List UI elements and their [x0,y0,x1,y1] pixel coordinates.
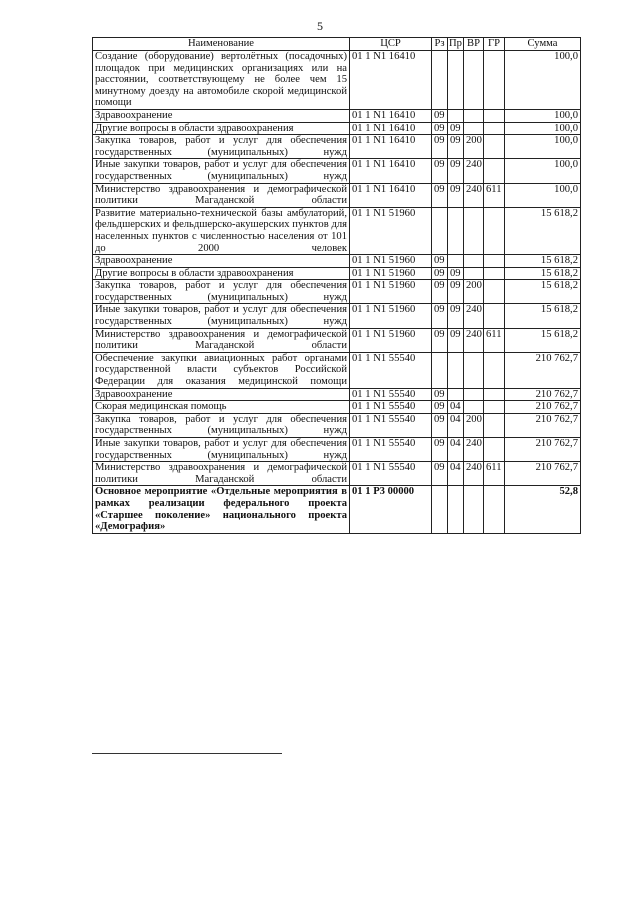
cell-vr: 240 [464,462,484,486]
table-row [93,183,581,207]
cell-vr: 200 [464,413,484,437]
cell-pr: 04 [448,401,464,414]
cell-name: Создание (оборудование) вертолётных (посадочных) площадок при медицинских организациях или на расстоянии, соответствующему не более чем 15 минутному доезду на автомобиле скорой медицинской помощи [93,51,350,110]
cell-csr: 01 1 N1 16410 [350,183,432,207]
table-row [93,462,581,486]
cell-gr: 611 [484,183,505,207]
cell-sum: 210 762,7 [505,388,581,401]
cell-sum: 210 762,7 [505,413,581,437]
cell-name: Здравоохранение [93,255,350,268]
cell-name: Здравоохранение [93,109,350,122]
cell-csr: 01 1 N1 55540 [350,352,432,388]
cell-name: Основное мероприятие «Отдельные мероприятия в рамках реализации федерального проекта «Старшее поколение» национального проекта «Демография» [93,486,350,533]
cell-vr: 240 [464,183,484,207]
cell-rz [432,51,448,110]
cell-vr: 200 [464,280,484,304]
header-vr: ВР [464,38,484,51]
cell-pr [448,486,464,533]
cell-gr: 611 [484,328,505,352]
cell-vr [464,122,484,135]
cell-vr [464,109,484,122]
cell-pr [448,51,464,110]
cell-name: Министерство здравоохранения и демографической политики Магаданской области [93,328,350,352]
cell-rz: 09 [432,388,448,401]
cell-vr [464,486,484,533]
cell-gr [484,413,505,437]
cell-rz [432,352,448,388]
header-sum: Сумма [505,38,581,51]
cell-csr: 01 1 N1 16410 [350,51,432,110]
cell-csr: 01 1 N1 51960 [350,328,432,352]
header-name: Наименование [93,38,350,51]
footnote-separator [92,753,282,754]
cell-rz: 09 [432,280,448,304]
cell-gr [484,486,505,533]
cell-name: Иные закупки товаров, работ и услуг для обеспечения государственных (муниципальных) нужд [93,304,350,328]
cell-rz: 09 [432,122,448,135]
cell-vr [464,352,484,388]
cell-rz: 09 [432,462,448,486]
cell-csr: 01 1 N1 51960 [350,304,432,328]
cell-gr [484,51,505,110]
cell-rz: 09 [432,135,448,159]
table-row [93,304,581,328]
cell-sum: 210 762,7 [505,438,581,462]
table-body [93,51,581,534]
table-row [93,135,581,159]
cell-pr: 04 [448,438,464,462]
cell-name: Иные закупки товаров, работ и услуг для обеспечения государственных (муниципальных) нужд [93,159,350,183]
table-row [93,413,581,437]
cell-gr [484,109,505,122]
cell-gr [484,401,505,414]
table-row [93,438,581,462]
cell-name: Обеспечение закупки авиационных работ органами государственной власти субъектов Российской Федерации для оказания медицинской помощи [93,352,350,388]
cell-name: Иные закупки товаров, работ и услуг для обеспечения государственных (муниципальных) нужд [93,438,350,462]
table-row [93,51,581,110]
cell-vr: 200 [464,135,484,159]
cell-pr [448,255,464,268]
cell-sum: 100,0 [505,159,581,183]
table-row [93,280,581,304]
cell-rz: 09 [432,304,448,328]
cell-vr: 240 [464,304,484,328]
cell-vr: 240 [464,159,484,183]
header-gr: ГР [484,38,505,51]
cell-name: Другие вопросы в области здравоохранения [93,122,350,135]
cell-rz [432,207,448,254]
cell-vr [464,51,484,110]
cell-sum: 15 618,2 [505,267,581,280]
cell-sum: 210 762,7 [505,462,581,486]
cell-name: Закупка товаров, работ и услуг для обеспечения государственных (муниципальных) нужд [93,413,350,437]
cell-csr: 01 1 N1 16410 [350,159,432,183]
cell-sum: 100,0 [505,122,581,135]
table-header-row [93,38,581,51]
cell-csr: 01 1 N1 16410 [350,135,432,159]
cell-csr: 01 1 N1 16410 [350,109,432,122]
cell-sum: 15 618,2 [505,255,581,268]
cell-gr [484,207,505,254]
cell-rz: 09 [432,413,448,437]
cell-vr [464,207,484,254]
cell-csr: 01 1 N1 55540 [350,388,432,401]
cell-rz: 09 [432,267,448,280]
cell-pr: 09 [448,328,464,352]
cell-sum: 15 618,2 [505,280,581,304]
page-number: 5 [317,19,323,33]
cell-gr [484,438,505,462]
cell-gr [484,267,505,280]
cell-sum: 52,8 [505,486,581,533]
cell-rz: 09 [432,438,448,462]
cell-vr [464,388,484,401]
cell-sum: 100,0 [505,183,581,207]
cell-gr [484,122,505,135]
cell-sum: 15 618,2 [505,328,581,352]
cell-name: Другие вопросы в области здравоохранения [93,267,350,280]
cell-csr: 01 1 N1 51960 [350,280,432,304]
cell-csr: 01 1 N1 55540 [350,401,432,414]
cell-pr [448,109,464,122]
cell-csr: 01 1 N1 16410 [350,122,432,135]
cell-pr: 04 [448,413,464,437]
table-row [93,159,581,183]
cell-gr [484,135,505,159]
cell-name: Развитие материально-технической базы амбулаторий, фельдшерских и фельдшерско-акушерских пунктов для населенных пунктов с численностью населения от 101 до 2000 человек [93,207,350,254]
table-row [93,122,581,135]
cell-gr [484,159,505,183]
cell-csr: 01 1 P3 00000 [350,486,432,533]
header-rz: Рз [432,38,448,51]
cell-csr: 01 1 N1 51960 [350,255,432,268]
cell-gr [484,352,505,388]
cell-pr: 09 [448,183,464,207]
cell-sum: 100,0 [505,109,581,122]
cell-rz: 09 [432,255,448,268]
table-row [93,207,581,254]
table-row [93,486,581,533]
cell-sum: 210 762,7 [505,352,581,388]
cell-vr [464,401,484,414]
header-pr: Пр [449,38,462,49]
cell-pr: 09 [448,122,464,135]
cell-csr: 01 1 N1 51960 [350,207,432,254]
table-row [93,328,581,352]
cell-gr [484,304,505,328]
cell-pr: 04 [448,462,464,486]
cell-sum: 15 618,2 [505,207,581,254]
cell-vr [464,255,484,268]
cell-name: Министерство здравоохранения и демографической политики Магаданской области [93,462,350,486]
cell-pr [448,352,464,388]
cell-sum: 210 762,7 [505,401,581,414]
cell-name: Министерство здравоохранения и демографической политики Магаданской области [93,183,350,207]
cell-csr: 01 1 N1 55540 [350,462,432,486]
table-row [93,109,581,122]
cell-pr: 09 [448,159,464,183]
table-row [93,352,581,388]
cell-gr [484,280,505,304]
cell-rz: 09 [432,183,448,207]
cell-name: Скорая медицинская помощь [93,401,350,414]
table-row [93,401,581,414]
cell-csr: 01 1 N1 51960 [350,267,432,280]
cell-rz [432,486,448,533]
cell-rz: 09 [432,159,448,183]
table-row [93,255,581,268]
cell-rz: 09 [432,109,448,122]
budget-table [92,37,581,534]
cell-vr [464,267,484,280]
cell-rz: 09 [432,328,448,352]
cell-csr: 01 1 N1 55540 [350,438,432,462]
cell-vr: 240 [464,438,484,462]
cell-name: Здравоохранение [93,388,350,401]
cell-sum: 100,0 [505,51,581,110]
cell-pr: 09 [448,267,464,280]
cell-vr: 240 [464,328,484,352]
cell-name: Закупка товаров, работ и услуг для обеспечения государственных (муниципальных) нужд [93,135,350,159]
cell-gr [484,255,505,268]
header-csr: ЦСР [350,38,432,51]
cell-pr: 09 [448,135,464,159]
cell-pr [448,388,464,401]
cell-gr: 611 [484,462,505,486]
cell-gr [484,388,505,401]
cell-csr: 01 1 N1 55540 [350,413,432,437]
cell-sum: 15 618,2 [505,304,581,328]
cell-pr: 09 [448,280,464,304]
table-row [93,388,581,401]
cell-pr: 09 [448,304,464,328]
table-row [93,267,581,280]
cell-pr [448,207,464,254]
cell-name: Закупка товаров, работ и услуг для обеспечения государственных (муниципальных) нужд [93,280,350,304]
cell-rz: 09 [432,401,448,414]
cell-sum: 100,0 [505,135,581,159]
